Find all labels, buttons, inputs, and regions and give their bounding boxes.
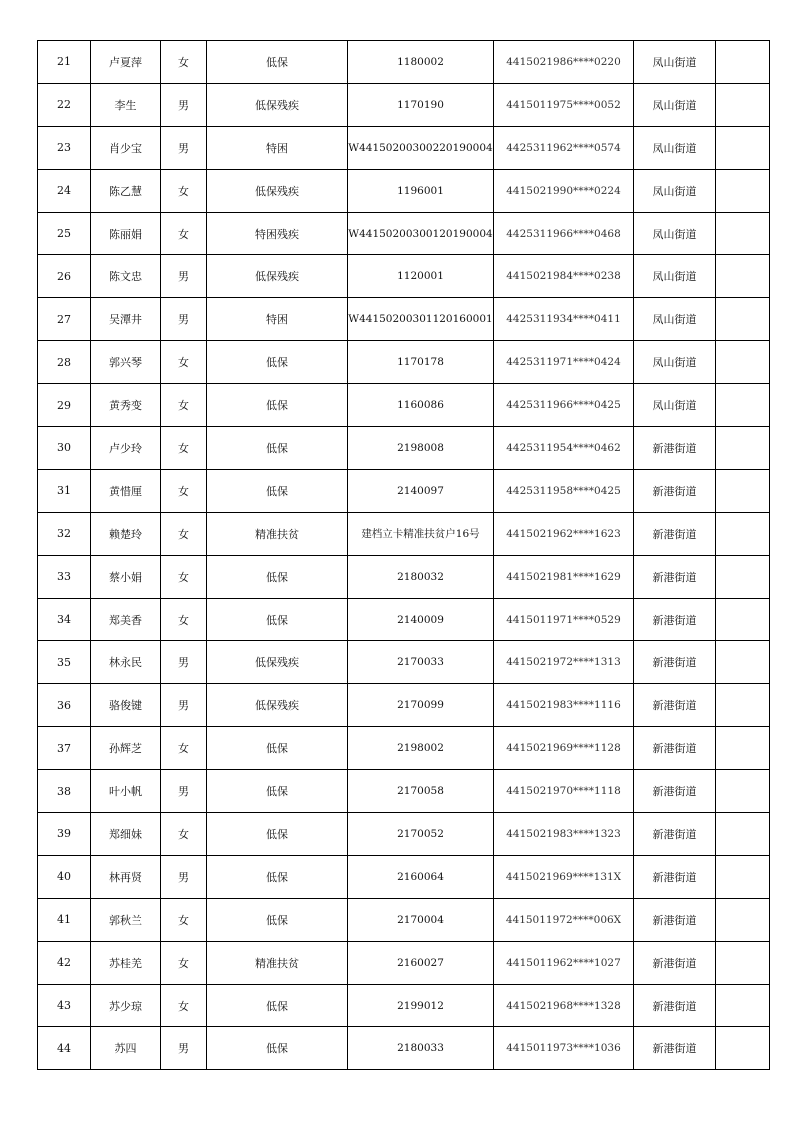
- name-cell: 黄惜厘: [91, 469, 161, 512]
- id-number-cell: 4415021981****1629: [494, 555, 634, 598]
- street-cell: 凤山街道: [634, 212, 716, 255]
- certificate-number-cell: 2160027: [348, 941, 494, 984]
- row-number-cell: 24: [38, 169, 91, 212]
- remarks-cell: [716, 984, 770, 1027]
- row-number-cell: 28: [38, 341, 91, 384]
- table-row: [38, 83, 770, 126]
- id-number-cell: 4415021983****1323: [494, 813, 634, 856]
- gender-cell: 男: [161, 126, 207, 169]
- id-number-cell: 4415021969****131X: [494, 855, 634, 898]
- certificate-number-cell: W44150200300120190004: [348, 212, 494, 255]
- certificate-number-cell: 2140097: [348, 469, 494, 512]
- gender-cell: 女: [161, 984, 207, 1027]
- certificate-number-cell: 1196001: [348, 169, 494, 212]
- table-row: [38, 555, 770, 598]
- gender-cell: 女: [161, 727, 207, 770]
- row-number-cell: 31: [38, 469, 91, 512]
- certificate-number-cell: 2140009: [348, 598, 494, 641]
- row-number-cell: 25: [38, 212, 91, 255]
- table-row: [38, 770, 770, 813]
- certificate-number-cell: 2170004: [348, 898, 494, 941]
- gender-cell: 男: [161, 855, 207, 898]
- remarks-cell: [716, 555, 770, 598]
- id-number-cell: 4425311966****0425: [494, 384, 634, 427]
- assistance-type-cell: 低保: [207, 469, 348, 512]
- assistance-type-cell: 低保残疾: [207, 641, 348, 684]
- street-cell: 新港街道: [634, 427, 716, 470]
- remarks-cell: [716, 212, 770, 255]
- assistance-type-cell: 低保: [207, 813, 348, 856]
- assistance-type-cell: 低保: [207, 555, 348, 598]
- id-number-cell: 4415021986****0220: [494, 41, 634, 84]
- gender-cell: 女: [161, 941, 207, 984]
- table-row: [38, 512, 770, 555]
- name-cell: 叶小帆: [91, 770, 161, 813]
- table-row: [38, 641, 770, 684]
- id-number-cell: 4415021983****1116: [494, 684, 634, 727]
- remarks-cell: [716, 384, 770, 427]
- row-number-cell: 29: [38, 384, 91, 427]
- remarks-cell: [716, 1027, 770, 1070]
- row-number-cell: 39: [38, 813, 91, 856]
- remarks-cell: [716, 512, 770, 555]
- name-cell: 赖楚玲: [91, 512, 161, 555]
- row-number-cell: 41: [38, 898, 91, 941]
- street-cell: 凤山街道: [634, 341, 716, 384]
- gender-cell: 女: [161, 169, 207, 212]
- certificate-number-cell: 1170178: [348, 341, 494, 384]
- remarks-cell: [716, 898, 770, 941]
- street-cell: 新港街道: [634, 684, 716, 727]
- table-row: [38, 212, 770, 255]
- name-cell: 李生: [91, 83, 161, 126]
- id-number-cell: 4415021968****1328: [494, 984, 634, 1027]
- street-cell: 新港街道: [634, 1027, 716, 1070]
- table-row: [38, 341, 770, 384]
- name-cell: 骆俊键: [91, 684, 161, 727]
- row-number-cell: 42: [38, 941, 91, 984]
- id-number-cell: 4415011962****1027: [494, 941, 634, 984]
- assistance-type-cell: 低保残疾: [207, 83, 348, 126]
- certificate-number-cell: 2198008: [348, 427, 494, 470]
- gender-cell: 女: [161, 212, 207, 255]
- table-row: [38, 855, 770, 898]
- table-row: [38, 427, 770, 470]
- certificate-number-cell: 1170190: [348, 83, 494, 126]
- assistance-type-cell: 特困: [207, 298, 348, 341]
- remarks-cell: [716, 684, 770, 727]
- street-cell: 凤山街道: [634, 41, 716, 84]
- gender-cell: 女: [161, 813, 207, 856]
- street-cell: 凤山街道: [634, 169, 716, 212]
- table-row: [38, 727, 770, 770]
- certificate-number-cell: W44150200301120160001: [348, 298, 494, 341]
- gender-cell: 女: [161, 341, 207, 384]
- name-cell: 陈丽娟: [91, 212, 161, 255]
- name-cell: 卢少玲: [91, 427, 161, 470]
- id-number-cell: 4415011971****0529: [494, 598, 634, 641]
- certificate-number-cell: 2160064: [348, 855, 494, 898]
- street-cell: 新港街道: [634, 813, 716, 856]
- name-cell: 孙辉芝: [91, 727, 161, 770]
- table-row: [38, 898, 770, 941]
- certificate-number-cell: W44150200300220190004: [348, 126, 494, 169]
- gender-cell: 男: [161, 1027, 207, 1070]
- id-number-cell: 4415021969****1128: [494, 727, 634, 770]
- street-cell: 新港街道: [634, 727, 716, 770]
- table-body: [38, 41, 770, 1070]
- name-cell: 肖少宝: [91, 126, 161, 169]
- street-cell: 新港街道: [634, 512, 716, 555]
- name-cell: 苏四: [91, 1027, 161, 1070]
- assistance-type-cell: 低保: [207, 770, 348, 813]
- id-number-cell: 4415011973****1036: [494, 1027, 634, 1070]
- certificate-number-cell: 2180032: [348, 555, 494, 598]
- certificate-number-cell: 2170052: [348, 813, 494, 856]
- id-number-cell: 4415011972****006X: [494, 898, 634, 941]
- street-cell: 新港街道: [634, 770, 716, 813]
- table-row: [38, 169, 770, 212]
- assistance-type-cell: 低保: [207, 427, 348, 470]
- name-cell: 黄秀变: [91, 384, 161, 427]
- name-cell: 郭兴琴: [91, 341, 161, 384]
- remarks-cell: [716, 941, 770, 984]
- street-cell: 凤山街道: [634, 126, 716, 169]
- row-number-cell: 44: [38, 1027, 91, 1070]
- table-row: [38, 684, 770, 727]
- remarks-cell: [716, 641, 770, 684]
- street-cell: 凤山街道: [634, 83, 716, 126]
- name-cell: 蔡小娟: [91, 555, 161, 598]
- row-number-cell: 34: [38, 598, 91, 641]
- certificate-number-cell: 1160086: [348, 384, 494, 427]
- assistance-type-cell: 低保残疾: [207, 169, 348, 212]
- row-number-cell: 26: [38, 255, 91, 298]
- gender-cell: 女: [161, 512, 207, 555]
- assistance-type-cell: 低保: [207, 384, 348, 427]
- table-row: [38, 384, 770, 427]
- certificate-number-cell: 2170099: [348, 684, 494, 727]
- name-cell: 苏少琼: [91, 984, 161, 1027]
- remarks-cell: [716, 341, 770, 384]
- street-cell: 新港街道: [634, 555, 716, 598]
- remarks-cell: [716, 469, 770, 512]
- gender-cell: 男: [161, 298, 207, 341]
- name-cell: 郑细妹: [91, 813, 161, 856]
- table-row: [38, 598, 770, 641]
- row-number-cell: 23: [38, 126, 91, 169]
- gender-cell: 男: [161, 83, 207, 126]
- id-number-cell: 4415011975****0052: [494, 83, 634, 126]
- beneficiary-table: [37, 40, 770, 1070]
- remarks-cell: [716, 598, 770, 641]
- street-cell: 新港街道: [634, 598, 716, 641]
- certificate-number-cell: 2170058: [348, 770, 494, 813]
- street-cell: 新港街道: [634, 941, 716, 984]
- row-number-cell: 37: [38, 727, 91, 770]
- assistance-type-cell: 特困: [207, 126, 348, 169]
- row-number-cell: 30: [38, 427, 91, 470]
- row-number-cell: 27: [38, 298, 91, 341]
- row-number-cell: 43: [38, 984, 91, 1027]
- name-cell: 吴潭井: [91, 298, 161, 341]
- row-number-cell: 21: [38, 41, 91, 84]
- assistance-type-cell: 精准扶贫: [207, 512, 348, 555]
- street-cell: 凤山街道: [634, 298, 716, 341]
- gender-cell: 女: [161, 555, 207, 598]
- assistance-type-cell: 低保: [207, 855, 348, 898]
- assistance-type-cell: 低保: [207, 984, 348, 1027]
- id-number-cell: 4425311962****0574: [494, 126, 634, 169]
- certificate-number-cell: 1120001: [348, 255, 494, 298]
- name-cell: 卢夏萍: [91, 41, 161, 84]
- remarks-cell: [716, 770, 770, 813]
- table-row: [38, 126, 770, 169]
- remarks-cell: [716, 83, 770, 126]
- id-number-cell: 4415021962****1623: [494, 512, 634, 555]
- remarks-cell: [716, 855, 770, 898]
- name-cell: 郑美香: [91, 598, 161, 641]
- assistance-type-cell: 低保: [207, 41, 348, 84]
- certificate-number-cell: 2198002: [348, 727, 494, 770]
- remarks-cell: [716, 427, 770, 470]
- id-number-cell: 4425311958****0425: [494, 469, 634, 512]
- table-row: [38, 469, 770, 512]
- table-row: [38, 813, 770, 856]
- street-cell: 新港街道: [634, 984, 716, 1027]
- assistance-type-cell: 低保: [207, 1027, 348, 1070]
- street-cell: 新港街道: [634, 469, 716, 512]
- assistance-type-cell: 低保残疾: [207, 255, 348, 298]
- remarks-cell: [716, 727, 770, 770]
- id-number-cell: 4425311966****0468: [494, 212, 634, 255]
- gender-cell: 男: [161, 684, 207, 727]
- gender-cell: 男: [161, 255, 207, 298]
- certificate-number-cell: 2170033: [348, 641, 494, 684]
- assistance-type-cell: 低保: [207, 727, 348, 770]
- id-number-cell: 4415021984****0238: [494, 255, 634, 298]
- row-number-cell: 40: [38, 855, 91, 898]
- table-row: [38, 41, 770, 84]
- assistance-type-cell: 低保: [207, 898, 348, 941]
- table-row: [38, 984, 770, 1027]
- gender-cell: 女: [161, 598, 207, 641]
- gender-cell: 女: [161, 427, 207, 470]
- gender-cell: 男: [161, 641, 207, 684]
- row-number-cell: 22: [38, 83, 91, 126]
- remarks-cell: [716, 41, 770, 84]
- row-number-cell: 33: [38, 555, 91, 598]
- id-number-cell: 4425311934****0411: [494, 298, 634, 341]
- row-number-cell: 35: [38, 641, 91, 684]
- street-cell: 凤山街道: [634, 384, 716, 427]
- name-cell: 陈文忠: [91, 255, 161, 298]
- id-number-cell: 4415021990****0224: [494, 169, 634, 212]
- row-number-cell: 36: [38, 684, 91, 727]
- assistance-type-cell: 特困残疾: [207, 212, 348, 255]
- street-cell: 新港街道: [634, 855, 716, 898]
- name-cell: 陈乙慧: [91, 169, 161, 212]
- id-number-cell: 4415021970****1118: [494, 770, 634, 813]
- certificate-number-cell: 1180002: [348, 41, 494, 84]
- gender-cell: 男: [161, 770, 207, 813]
- remarks-cell: [716, 813, 770, 856]
- gender-cell: 女: [161, 469, 207, 512]
- street-cell: 凤山街道: [634, 255, 716, 298]
- table-row: [38, 941, 770, 984]
- certificate-number-cell: 2180033: [348, 1027, 494, 1070]
- id-number-cell: 4425311954****0462: [494, 427, 634, 470]
- remarks-cell: [716, 298, 770, 341]
- table-row: [38, 255, 770, 298]
- certificate-number-cell: 建档立卡精准扶贫户16号: [348, 512, 494, 555]
- certificate-number-cell: 2199012: [348, 984, 494, 1027]
- remarks-cell: [716, 126, 770, 169]
- remarks-cell: [716, 169, 770, 212]
- table-row: [38, 1027, 770, 1070]
- name-cell: 林再贤: [91, 855, 161, 898]
- assistance-type-cell: 低保: [207, 341, 348, 384]
- id-number-cell: 4425311971****0424: [494, 341, 634, 384]
- street-cell: 新港街道: [634, 641, 716, 684]
- assistance-type-cell: 低保: [207, 598, 348, 641]
- assistance-type-cell: 低保残疾: [207, 684, 348, 727]
- gender-cell: 女: [161, 384, 207, 427]
- gender-cell: 女: [161, 898, 207, 941]
- table-row: [38, 298, 770, 341]
- name-cell: 苏桂羌: [91, 941, 161, 984]
- remarks-cell: [716, 255, 770, 298]
- gender-cell: 女: [161, 41, 207, 84]
- street-cell: 新港街道: [634, 898, 716, 941]
- assistance-type-cell: 精准扶贫: [207, 941, 348, 984]
- name-cell: 林永民: [91, 641, 161, 684]
- id-number-cell: 4415021972****1313: [494, 641, 634, 684]
- row-number-cell: 32: [38, 512, 91, 555]
- name-cell: 郭秋兰: [91, 898, 161, 941]
- row-number-cell: 38: [38, 770, 91, 813]
